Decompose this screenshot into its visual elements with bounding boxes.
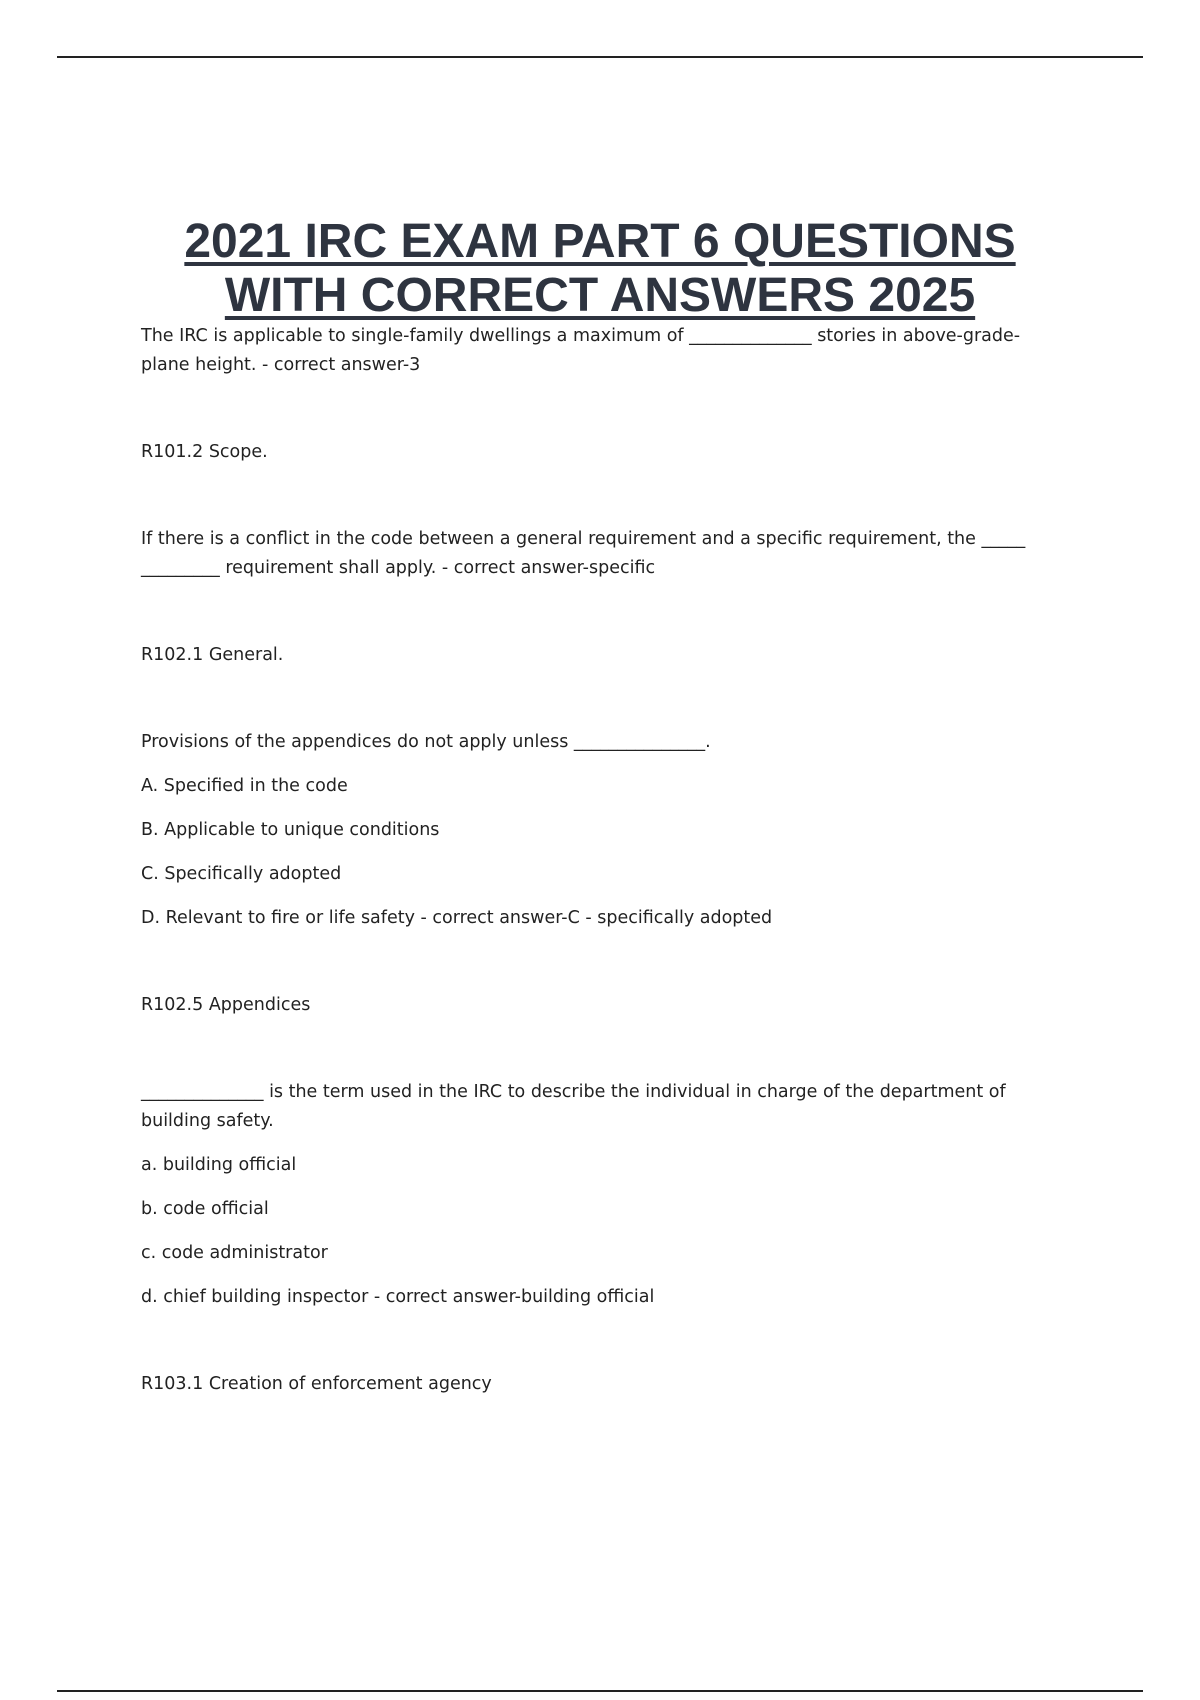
title-line-1: 2021 IRC EXAM PART 6 QUESTIONS xyxy=(184,215,1016,268)
question-4-option-b: b. code official xyxy=(141,1199,269,1219)
question-4-option-c: c. code administrator xyxy=(141,1243,328,1263)
question-4-option-a: a. building official xyxy=(141,1155,297,1175)
reference-2: R102.1 General. xyxy=(141,645,284,665)
bottom-rule xyxy=(57,1690,1143,1692)
top-rule xyxy=(57,56,1143,58)
question-3: Provisions of the appendices do not apply unless _______________. xyxy=(141,732,711,752)
question-3-option-c: C. Specifically adopted xyxy=(141,864,342,884)
question-2: If there is a conflict in the code between a general requirement and a specific requirement, the _____ _________ requirement shall apply. - correct answer-specific xyxy=(141,529,1026,578)
document-body xyxy=(141,322,1056,1399)
document-title xyxy=(0,215,1200,323)
question-1: The IRC is applicable to single-family dwellings a maximum of ______________ stories in above-grade-plane height. - correct answer-3 xyxy=(141,326,1021,375)
question-3-option-b: B. Applicable to unique conditions xyxy=(141,820,440,840)
question-4-option-d: d. chief building inspector - correct answer-building official xyxy=(141,1287,655,1307)
reference-3: R102.5 Appendices xyxy=(141,995,311,1015)
question-3-option-d: D. Relevant to fire or life safety - correct answer-C - specifically adopted xyxy=(141,908,773,928)
reference-1: R101.2 Scope. xyxy=(141,442,268,462)
reference-4: R103.1 Creation of enforcement agency xyxy=(141,1374,492,1394)
title-line-2: WITH CORRECT ANSWERS 2025 xyxy=(224,269,976,322)
question-3-option-a: A. Specified in the code xyxy=(141,776,348,796)
question-4: ______________ is the term used in the IRC to describe the individual in charge of the department of building safety. xyxy=(141,1082,1006,1131)
